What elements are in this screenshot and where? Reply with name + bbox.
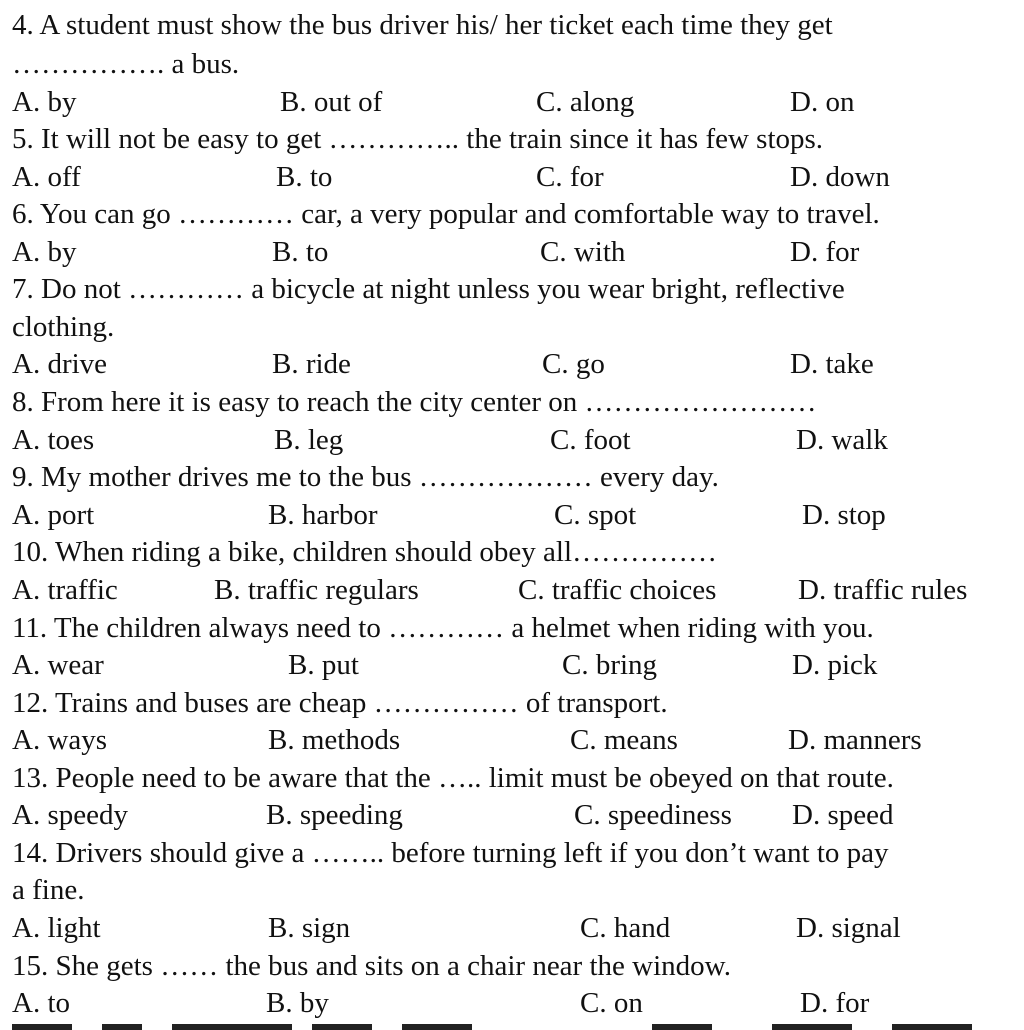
question-9-line-1: 9. My mother drives me to the bus ……………… every day. [12,461,719,493]
question-13-option-a[interactable]: A. speedy [12,799,128,831]
question-13-option-d[interactable]: D. speed [792,799,894,831]
question-4-option-a[interactable]: A. by [12,86,77,118]
question-5-line-1: 5. It will not be easy to get ………….. the train since it has few stops. [12,123,824,155]
question-13-line-1: 13. People need to be aware that the ….. limit must be obeyed on that route. [12,762,894,794]
cropped-glyph [402,1024,472,1030]
question-6-option-b[interactable]: B. to [272,236,329,268]
question-5-option-c[interactable]: C. for [536,161,604,193]
question-7-option-d[interactable]: D. take [790,348,874,380]
question-7-line-2: clothing. [12,311,115,343]
question-12-line-1: 12. Trains and buses are cheap …………… of transport. [12,687,668,719]
cropped-glyph [102,1024,142,1030]
question-9-option-c[interactable]: C. spot [554,499,637,531]
question-10-option-a[interactable]: A. traffic [12,574,118,606]
question-7-line-1: 7. Do not ………… a bicycle at night unless you wear bright, reflective [12,273,845,305]
question-15-option-d[interactable]: D. for [800,987,870,1019]
cropped-glyph [312,1024,372,1030]
question-4-option-c[interactable]: C. along [536,86,635,118]
question-12-option-d[interactable]: D. manners [788,724,922,756]
question-14-option-b[interactable]: B. sign [268,912,351,944]
question-8-option-c[interactable]: C. foot [550,424,631,456]
cropped-glyph [172,1024,292,1030]
question-4-line-2: ……………. a bus. [12,48,240,80]
question-6-option-a[interactable]: A. by [12,236,77,268]
question-14-option-a[interactable]: A. light [12,912,101,944]
question-5-option-d[interactable]: D. down [790,161,890,193]
question-9-option-b[interactable]: B. harbor [268,499,378,531]
question-9-option-d[interactable]: D. stop [802,499,886,531]
question-10-option-d[interactable]: D. traffic rules [798,574,968,606]
question-11-option-c[interactable]: C. bring [562,649,658,681]
question-15-option-a[interactable]: A. to [12,987,70,1019]
cropped-glyph [892,1024,972,1030]
question-6-line-1: 6. You can go ………… car, a very popular and comfortable way to travel. [12,198,880,230]
question-4-line-1: 4. A student must show the bus driver his/ her ticket each time they get [12,9,833,41]
question-15-option-c[interactable]: C. on [580,987,643,1019]
question-7-option-c[interactable]: C. go [542,348,605,380]
question-11-option-d[interactable]: D. pick [792,649,878,681]
cropped-next-line [12,1020,992,1030]
cropped-glyph [12,1024,72,1030]
question-15-option-b[interactable]: B. by [266,987,329,1019]
question-12-option-c[interactable]: C. means [570,724,678,756]
question-5-option-a[interactable]: A. off [12,161,81,193]
question-10-option-b[interactable]: B. traffic regulars [214,574,419,606]
question-7-option-a[interactable]: A. drive [12,348,108,380]
question-14-option-c[interactable]: C. hand [580,912,671,944]
question-11-option-b[interactable]: B. put [288,649,359,681]
question-9-option-a[interactable]: A. port [12,499,95,531]
question-8-option-b[interactable]: B. leg [274,424,344,456]
cropped-glyph [772,1024,852,1030]
cropped-glyph [652,1024,712,1030]
question-7-option-b[interactable]: B. ride [272,348,351,380]
question-6-option-d[interactable]: D. for [790,236,860,268]
question-5-option-b[interactable]: B. to [276,161,333,193]
question-4-option-b[interactable]: B. out of [280,86,383,118]
question-8-option-d[interactable]: D. walk [796,424,888,456]
question-4-option-d[interactable]: D. on [790,86,855,118]
question-13-option-b[interactable]: B. speeding [266,799,403,831]
question-11-option-a[interactable]: A. wear [12,649,104,681]
question-14-option-d[interactable]: D. signal [796,912,901,944]
question-12-option-a[interactable]: A. ways [12,724,108,756]
question-13-option-c[interactable]: C. speediness [574,799,732,831]
question-10-option-c[interactable]: C. traffic choices [518,574,717,606]
question-6-option-c[interactable]: C. with [540,236,626,268]
question-15-line-1: 15. She gets …… the bus and sits on a chair near the window. [12,950,731,982]
question-10-line-1: 10. When riding a bike, children should obey all…………… [12,536,718,568]
question-14-line-1: 14. Drivers should give a …….. before turning left if you don’t want to pay [12,837,889,869]
question-14-line-2: a fine. [12,874,85,906]
question-8-line-1: 8. From here it is easy to reach the city center on …………………… [12,386,817,418]
question-11-line-1: 11. The children always need to ………… a helmet when riding with you. [12,612,874,644]
question-8-option-a[interactable]: A. toes [12,424,95,456]
question-12-option-b[interactable]: B. methods [268,724,401,756]
